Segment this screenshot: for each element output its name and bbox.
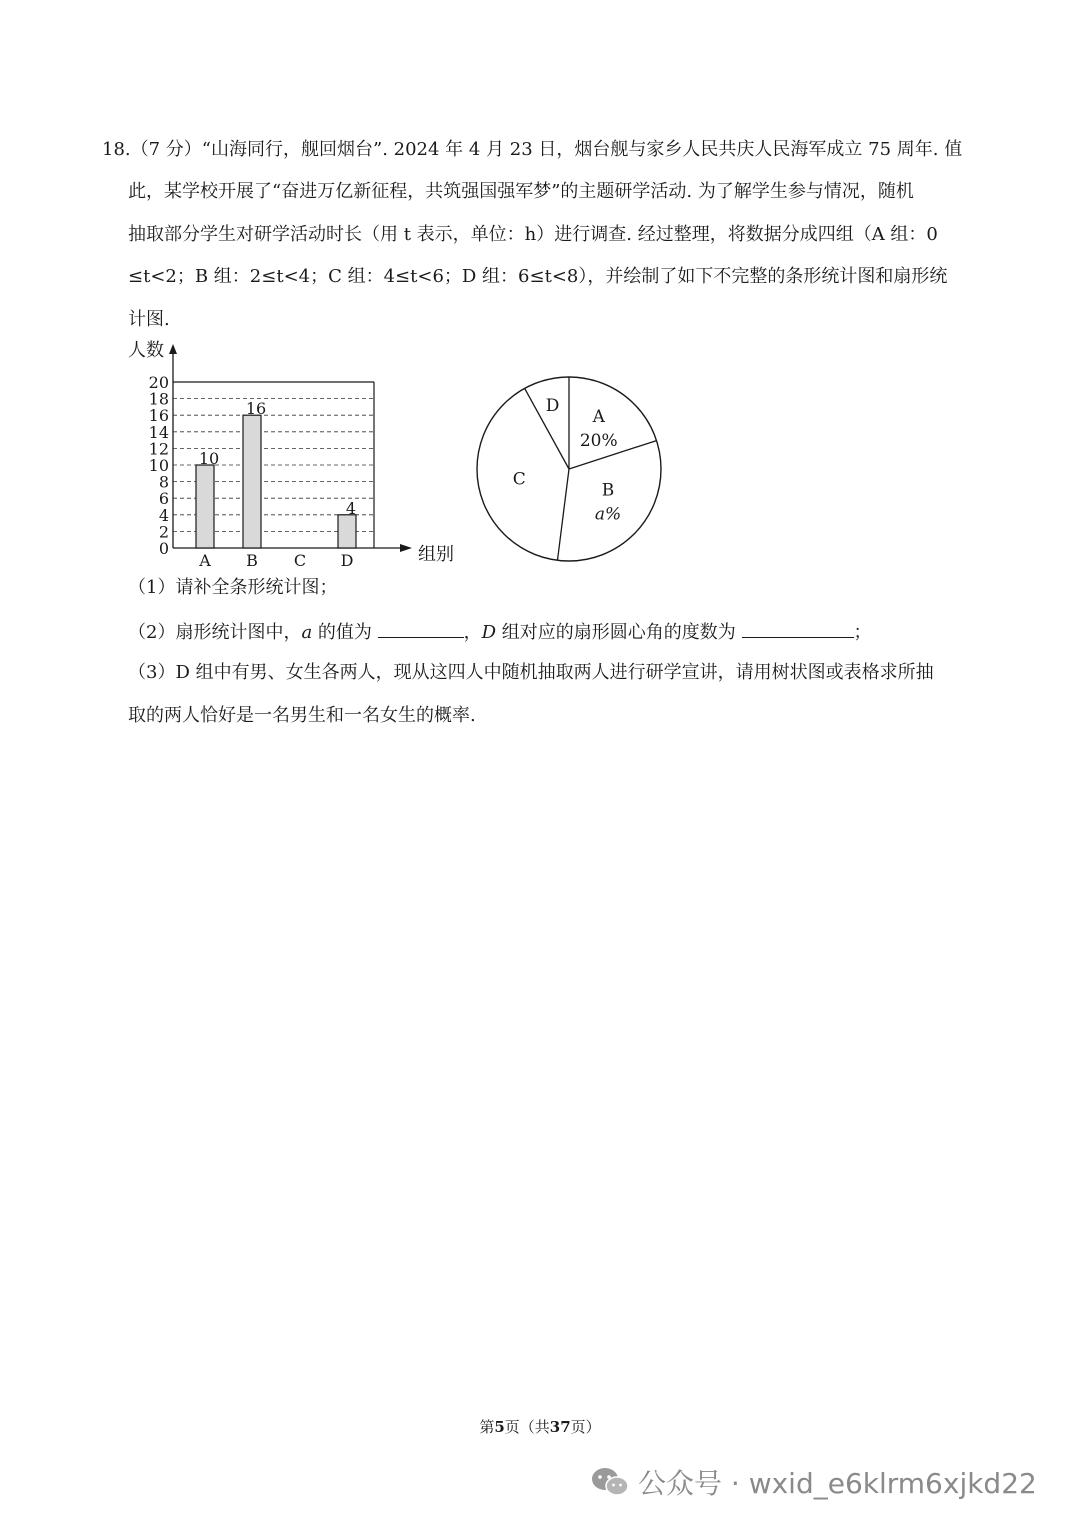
footer-page: 5 xyxy=(494,1418,505,1436)
question-line-2: 此，某学校开展了“奋进万亿新征程，共筑强国强军梦”的主题研学活动. 为了解学生参与情况，随机 xyxy=(128,181,914,202)
question-line-4: ≤t<2；B 组：2≤t<4；C 组：4≤t<6；D 组：6≤t<8），并绘制了如下不完整的条形统计图和扇形统 xyxy=(128,266,948,287)
bar-data-label: 10 xyxy=(198,449,220,468)
question-line-1: 18.（7 分）“山海同行，舰回烟台”. 2024 年 4 月 23 日，烟台舰与家乡人民共庆人民海军成立 75 周年. 值 xyxy=(102,139,963,160)
bar xyxy=(338,515,356,548)
y-tick-label: 2 xyxy=(158,522,169,542)
bar xyxy=(243,415,261,548)
footer-total: 37 xyxy=(549,1418,571,1436)
pie-slice-value: 20% xyxy=(579,431,618,452)
x-axis-arrow xyxy=(400,544,412,552)
part-2 xyxy=(128,619,872,645)
footer-suffix: 页） xyxy=(570,1418,601,1436)
part-1: （1）请补全条形统计图； xyxy=(128,577,338,598)
part-3-line-2: 取的两人恰好是一名男生和一名女生的概率. xyxy=(128,705,476,726)
bar-data-label: 4 xyxy=(345,498,357,518)
page-footer xyxy=(0,1416,1080,1437)
footer-middle: 页（共 xyxy=(504,1418,550,1436)
part-2-text-c: ， xyxy=(463,622,482,643)
y-tick-label: 14 xyxy=(148,422,169,442)
y-tick-label: 20 xyxy=(148,373,169,392)
x-tick-label: A xyxy=(199,551,211,570)
answer-blank-a[interactable] xyxy=(378,619,464,638)
answer-blank-angle[interactable] xyxy=(742,619,854,638)
part-2-var-d: D xyxy=(481,622,497,643)
bar-data-label: 16 xyxy=(245,399,267,419)
question-line-3: 抽取部分学生对研学活动时长（用 t 表示，单位：h）进行调查. 经过整理，将数据分成四组（A 组：0 xyxy=(128,224,938,245)
pie-slice-label: A xyxy=(592,407,605,428)
watermark-text: 公众号 · wxid_e6klrm6xjkd22 xyxy=(638,1467,1037,1500)
y-tick-label: 0 xyxy=(158,539,169,558)
y-tick-label: 18 xyxy=(148,389,169,409)
pie-slice-label: D xyxy=(545,395,560,416)
part-2-text-d: 组对应的扇形圆心角的度数为 xyxy=(496,622,742,643)
y-tick-label: 16 xyxy=(148,406,169,426)
y-axis-arrow xyxy=(169,344,177,354)
bar xyxy=(196,465,214,548)
y-tick-label: 10 xyxy=(148,456,169,475)
y-tick-label: 4 xyxy=(158,505,169,525)
x-tick-label: D xyxy=(340,551,354,570)
x-tick-label: B xyxy=(246,551,258,570)
pie-slice-label: C xyxy=(512,469,526,490)
watermark xyxy=(590,1462,1037,1502)
y-tick-label: 12 xyxy=(148,439,169,459)
part-2-text-b: 的值为 xyxy=(312,622,378,643)
footer-prefix: 第 xyxy=(479,1418,495,1436)
bar-chart xyxy=(120,336,480,576)
question-line-5: 计图. xyxy=(128,309,170,330)
pie-chart xyxy=(470,370,670,570)
y-axis-label: 人数 xyxy=(128,340,164,361)
part-2-text-a: （2）扇形统计图中， xyxy=(128,622,302,643)
pie-slice-value: a% xyxy=(594,504,622,525)
part-3-line-1: （3）D 组中有男、女生各两人，现从这四人中随机抽取两人进行研学宣讲，请用树状图或表格求所抽 xyxy=(128,662,934,683)
wechat-icon xyxy=(590,1466,630,1498)
y-tick-label: 6 xyxy=(158,489,169,509)
x-tick-label: C xyxy=(293,551,307,570)
x-axis-label: 组别 xyxy=(418,544,454,565)
y-tick-label: 8 xyxy=(158,472,169,492)
part-2-text-e: ； xyxy=(853,622,872,643)
part-2-var-a: a xyxy=(301,622,313,643)
pie-slice-label: B xyxy=(601,480,615,501)
